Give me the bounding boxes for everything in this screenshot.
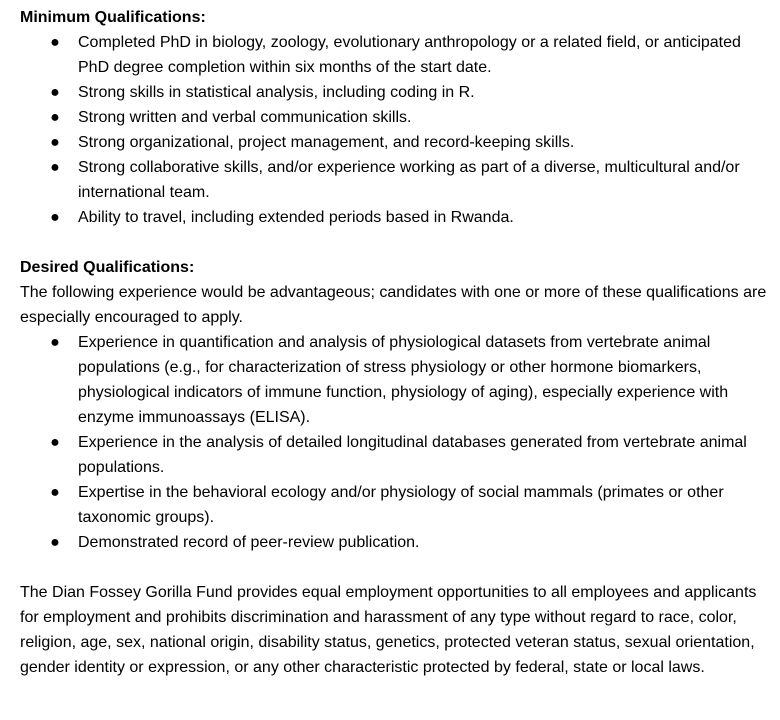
bullet-icon: ● bbox=[50, 159, 60, 176]
list-item bbox=[20, 80, 770, 105]
bullet-icon: ● bbox=[50, 534, 60, 551]
desired-qualifications-list bbox=[20, 330, 770, 555]
bullet-icon: ● bbox=[50, 134, 60, 151]
list-item-text: Strong organizational, project management, and record-keeping skills. bbox=[78, 134, 575, 151]
list-item-text: Strong written and verbal communication skills. bbox=[78, 109, 412, 126]
list-item-text: Strong skills in statistical analysis, including coding in R. bbox=[78, 84, 475, 101]
list-item bbox=[20, 480, 770, 530]
bullet-icon: ● bbox=[50, 209, 60, 226]
bullet-icon: ● bbox=[50, 334, 60, 351]
section-spacer bbox=[20, 230, 770, 255]
bullet-icon: ● bbox=[50, 34, 60, 51]
bullet-icon: ● bbox=[50, 84, 60, 101]
list-item bbox=[20, 105, 770, 130]
list-item-text: Experience in quantification and analysis of physiological datasets from vertebrate animal populations (e.g., for characterization of stress physiology or other hormone biomarkers, physiological indicators of immune function, physiology of aging), especially experience with enzyme immunoassays (ELISA). bbox=[78, 334, 729, 426]
desired-qualifications-heading: Desired Qualifications: bbox=[20, 259, 195, 276]
list-item bbox=[20, 530, 770, 555]
section-spacer bbox=[20, 555, 770, 580]
list-item bbox=[20, 30, 770, 80]
list-item bbox=[20, 205, 770, 230]
list-item-text: Expertise in the behavioral ecology and/or physiology of social mammals (primates or other taxonomic groups). bbox=[78, 484, 724, 526]
minimum-qualifications-list bbox=[20, 30, 770, 230]
list-item-text: Ability to travel, including extended periods based in Rwanda. bbox=[78, 209, 514, 226]
bullet-icon: ● bbox=[50, 484, 60, 501]
list-item-text: Demonstrated record of peer-review publication. bbox=[78, 534, 420, 551]
desired-qualifications-intro: The following experience would be advantageous; candidates with one or more of these qualifications are especially encouraged to apply. bbox=[20, 284, 767, 326]
list-item bbox=[20, 330, 770, 430]
list-item-text: Completed PhD in biology, zoology, evolutionary anthropology or a related field, or anticipated PhD degree completion within six months of the start date. bbox=[78, 34, 741, 76]
list-item bbox=[20, 430, 770, 480]
bullet-icon: ● bbox=[50, 109, 60, 126]
bullet-icon: ● bbox=[50, 434, 60, 451]
minimum-qualifications-heading: Minimum Qualifications: bbox=[20, 9, 206, 26]
list-item bbox=[20, 130, 770, 155]
equal-opportunity-statement: The Dian Fossey Gorilla Fund provides equal employment opportunities to all employees and applicants for employment and prohibits discrimination and harassment of any type without regard to race, color, religion, age, sex, national origin, disability status, genetics, protected veteran status, sexual orientation, gender identity or expression, or any other characteristic protected by federal, state or local laws. bbox=[20, 584, 757, 676]
list-item-text: Experience in the analysis of detailed longitudinal databases generated from vertebrate animal populations. bbox=[78, 434, 747, 476]
list-item bbox=[20, 155, 770, 205]
list-item-text: Strong collaborative skills, and/or experience working as part of a diverse, multicultural and/or international team. bbox=[78, 159, 740, 201]
